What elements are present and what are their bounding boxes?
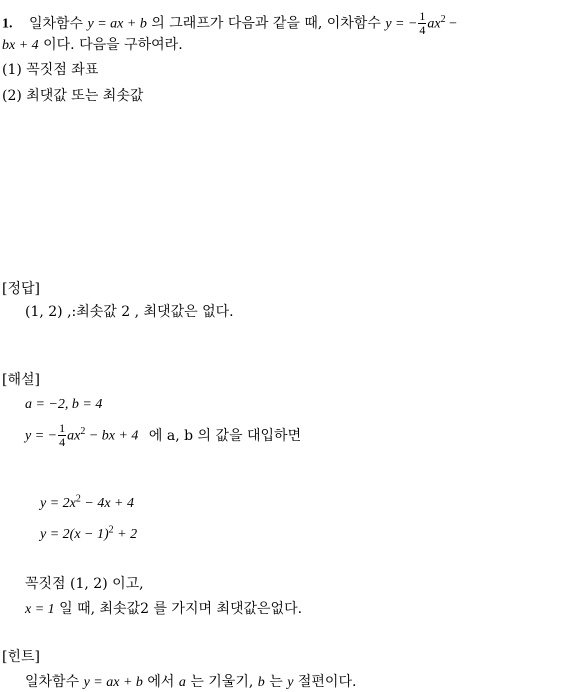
problem-eq-quad-post: ax bbox=[427, 16, 441, 32]
hint-header: [힌트] bbox=[2, 649, 40, 665]
problem-fraction: $\frac{1}{4}$ bbox=[419, 9, 426, 37]
solution-header: [해설] bbox=[2, 372, 40, 388]
answer-text: (1, 2) ,:최솟값 2 , 최댓값은 없다. bbox=[25, 304, 234, 320]
problem-number: 1. bbox=[2, 16, 13, 32]
solution-line-5: 꼭짓점 (1, 2) 이고, bbox=[25, 576, 144, 592]
problem-eq-cont: bx + 4 bbox=[2, 38, 39, 53]
solution-eq-post: ax bbox=[67, 428, 81, 444]
question-2: (2) 최댓값 또는 최솟값 bbox=[2, 88, 144, 104]
problem-line-1 bbox=[2, 10, 457, 37]
problem-text-c: 이다. 다음을 구하여라. bbox=[43, 37, 183, 53]
solution-line-6 bbox=[25, 600, 302, 619]
solution-eq-tail: − bx + 4 bbox=[85, 428, 139, 444]
question-1: (1) 꼭짓점 좌표 bbox=[2, 62, 99, 78]
solution-exponent: 2 bbox=[80, 425, 86, 437]
answer-header: [정답] bbox=[2, 281, 40, 297]
problem-eq-tail: − bbox=[445, 16, 458, 32]
problem-text-a: 일차함수 bbox=[28, 15, 84, 32]
problem-eq-linear: y = ax + b bbox=[87, 16, 147, 32]
solution-line-2 bbox=[25, 422, 301, 449]
solution-eq-x: x = 1 bbox=[25, 602, 55, 617]
problem-exponent: 2 bbox=[440, 13, 446, 25]
solution-eq-2: $y = 2(x - 1)^2 + 2$ bbox=[40, 524, 138, 542]
problem-text-b: 의 그래프가 다음과 같을 때, 이차함수 bbox=[151, 15, 381, 32]
solution-text-6: 일 때, 최솟값2 를 가지며 최댓값은없다. bbox=[59, 601, 303, 617]
solution-fraction: $\frac{1}{4}$ bbox=[59, 421, 66, 449]
solution-eq-pre: y = − bbox=[25, 428, 58, 444]
solution-line-1: a = −2, b = 4 bbox=[25, 397, 103, 412]
hint-text: 일차함수 y = ax + b 에서 a 는 기울기, b 는 y 절편이다. bbox=[25, 674, 357, 690]
solution-text-2: 에 a, b 의 값을 대입하면 bbox=[148, 427, 302, 444]
problem-eq-quad-pre: y = − bbox=[385, 16, 418, 32]
problem-line-2 bbox=[2, 36, 183, 55]
solution-eq-1: $y = 2x^2 - 4x + 4$ bbox=[40, 493, 134, 511]
